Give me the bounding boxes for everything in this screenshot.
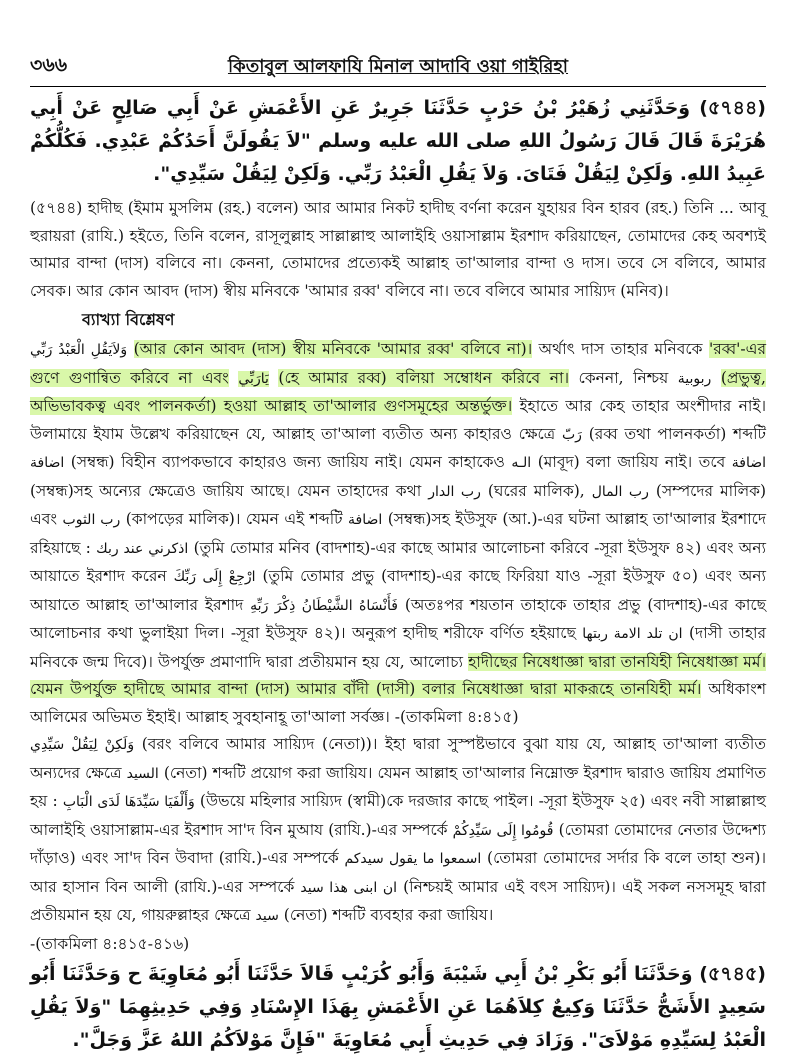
arabic-phrase: ربوبية (677, 370, 712, 387)
section-heading: ব্যাখ্যা বিশ্লেষণ (82, 310, 175, 329)
reference-citation: -(তাকমিলা ৪:৪১৫-৪১৬) (30, 934, 190, 953)
body-text: (তুমি তোমার মনিব (বাদশাহ)-এর কাছে আমার আলোচনা করিবে -সূরা ইউসুফ ৪২) এবং অন্য আয়াতে ইরশাদ করেন (30, 538, 766, 585)
body-text: (ঘরের মালিক), (487, 481, 585, 500)
highlighted-text: হাদীছের নিষেধাজ্ঞা দ্বারা তানযিহী নিষেধাজ্ঞা মর্ম। (468, 652, 766, 671)
hadith-arabic-text: وَحَدَّثَنَا أَبُو بَكْرِ بْنُ أَبِي شَيْبَةَ وَأَبُو كُرَيْبٍ قَالاَ حَدَّثَنَا أَبُو مُعَاوِيَةَ ح وَحَدَّثَنَا أَبُو سَعِيدٍ الأَشَجُّ حَدَّثَنَا وَكِيعٌ كِلاَهُمَا عَنِ الأَعْمَشِ بِهَذَا الإِسْنَادِ وَفِي حَدِيثِهِمَا "وَلاَ يَقُلِ الْعَبْدُ لِسَيِّدِهِ مَوْلاَىَ". وَزَادَ فِي حَدِيثِ أَبِي مُعَاوِيَةَ "فَإِنَّ مَوْلاَكُمُ اللهُ عَزَّ وَجَلَّ". (30, 962, 766, 1051)
arabic-phrase: وَلاَيَقُلِ الْعَبْدُ رَبِّي (30, 342, 128, 358)
body-text: (দাসী তাহার মনিবকে জন্ম দিবে)। উপর্যুক্ত প্রমাণাদি দ্বারা প্রতীয়মান হয় যে, আলোচ্য (30, 624, 766, 671)
arabic-phrase: رب المال (591, 483, 649, 500)
arabic-phrase: اضافة (731, 455, 766, 471)
hadith-arabic-text: وَحَدَّثَنِي زُهَيْرُ بْنُ حَرْبٍ حَدَّثَنَا جَرِيرٌ عَنِ الأَعْمَشِ عَنْ أَبِي صَالِحٍ عَنْ أَبِي هُرَيْرَةَ قَالَ قَالَ رَسُولُ اللهِ صلى الله عليه وسلم "لاَ يَقُولَنَّ أَحَدُكُمْ عَبْدِي. فَكُلُّكُمْ عَبِيدُ اللهِ. وَلَكِنْ لِيَقُلْ فَتَاىَ. وَلاَ يَقُلِ الْعَبْدُ رَبِّي. وَلَكِنْ لِيَقُلْ سَيِّدِي". (30, 97, 766, 185)
body-text: ইহাতে আর কেহ তাহার অংশীদার নাই। উলামায়ে ইযাম উল্লেখ করিয়াছেন যে, আল্লাহ তা'আলা ব্যতীত অন্য কাহারও ক্ষেত্রে (30, 397, 767, 443)
arabic-phrase: اسمعوا ما يقول سيدكم (344, 851, 482, 867)
body-text: (নিশ্চয়ই আমার এই বৎস সায়্যিদ)। এই সকল নসসমূহ দ্বারা প্রতীয়মান হয় যে, গায়রুল্লাহর ক্ষেত্রে (30, 877, 766, 924)
arabic-phrase: رب الثوب (62, 512, 121, 528)
arabic-phrase: سيد (255, 908, 279, 924)
body-text: (সম্পদের মালিক) এবং (30, 481, 767, 528)
hadith-5745-arabic (30, 958, 766, 1057)
highlighted-text: (আর কোন আবদ (দাস) স্বীয় মনিবকে 'আমার রব্ব' বলিবে না)। (133, 340, 533, 358)
arabic-phrase: رب الدار (428, 483, 481, 500)
hadith-number: (৫৭৪৪) (699, 97, 766, 119)
hadith-5744-translation: (৫৭৪৪) হাদীছ (ইমাম মুসলিম (রহ.) বলেন) আর আমার নিকট হাদীছ বর্ণনা করেন যুহায়র বিন হারব (রহ.) তিনি ... আবূ হুরায়রা (রাযি.) হইতে, তিনি বলেন, রাসূলুল্লাহ সাল্লাল্লাহু আলাইহি ওয়াসাল্লাম ইরশাদ করিয়াছেন, তোমাদের কেহ অবশ্যই আমার বান্দা (দাস) বলিবে না। কেননা, তোমাদের প্রত্যেকই আল্লাহ তা'আলার বান্দা ও দাস। তবে সে বলিবে, আমার সেবক। আর কোন আবদ (দাস) স্বীয় মনিবকে 'আমার রব্ব' বলিবে না। তবে বলিবে আমার সায়্যিদ (মনিব)। (30, 199, 766, 300)
body-text: (কাপড়ের মালিক)। যেমন এই শব্দটি (125, 510, 343, 528)
explanation-paragraph-1 (30, 336, 766, 731)
body-text: (তোমরা তোমাদের নেতার উদ্দেশ্য দাঁড়াও) এবং সা'দ বিন উবাদা (রাযি.)-এর সম্পর্কে (30, 820, 766, 867)
body-text: (তোমরা তোমাদের সর্দার কি বলে তাহা শুন)। আর হাসান বিন আলী (রাযি.)-এর সম্পর্কে (30, 849, 766, 896)
arabic-phrase: اذكرني عند ربك (96, 540, 189, 557)
running-title: কিতাবুল আলফাযি মিনাল আদাবি ওয়া গাইরিহা (227, 56, 569, 77)
body-text: অর্থাৎ দাস তাহার মনিবকে (538, 340, 703, 358)
explanation-paragraph-2 (30, 731, 766, 931)
body-text: (নেতা) শব্দটি ব্যবহার করা জায়িয। (283, 906, 494, 924)
body-text: (সম্বন্ধ)সহ অন্যের ক্ষেত্রেও জায়িয আছে। যেমন তাহাদের কথা (30, 481, 422, 500)
arabic-phrase: السيد (126, 765, 159, 782)
body-text: (সম্বন্ধ)সহ ইউসুফ (আ.)-এর ঘটনা আল্লাহ তা'আলার ইরশাদে রহিয়াছে : (30, 510, 767, 557)
hadith-5744-arabic (30, 92, 766, 191)
body-text: (সম্বন্ধ) বিহীন ব্যাপকভাবে কাহারও জন্য জায়িয নাই। যেমন কাহাকেও (70, 453, 505, 471)
arabic-phrase: ارْجِعْ إِلَى رَبِّكَ (173, 569, 256, 585)
body-text: (অতঃপর শয়তান তাহাকে তাহার প্রভু (বাদশাহ)-এর কাছে আলোচনার কথা ভুলাইয়া দিল। -সূরা ইউসুফ ৪২)। অনুরূপ হাদীছ শরীফে বর্ণিত হইয়াছে (30, 595, 766, 642)
highlighted-text: 'রব্ব'-এর গুণে গুণান্বিত করিবে না এবং (30, 340, 766, 387)
highlighted-text: (হে আমার রব্ব) বলিয়া সম্বোধন করিবে না। (278, 368, 569, 387)
page-content (30, 92, 766, 1061)
body-text: (মাবূদ) বলা জায়িয নাই। তবে (537, 453, 726, 471)
arabic-phrase: الـه (511, 455, 532, 471)
page-header (30, 56, 766, 87)
arabic-phrase: ان ابنى هذا سيد (300, 879, 398, 896)
arabic-phrase: رَبّ (561, 426, 582, 443)
body-text: (তুমি তোমার প্রভু (বাদশাহ)-এর কাছে ফিরিয়া যাও -সূরা ইউসুফ ৫০) এবং অন্য আয়াতে আল্লাহ তা'আলার ইরশাদ (30, 567, 767, 614)
body-text: (বরং বলিবে আমার সায়্যিদ (নেতা))। ইহা দ্বারা সুস্পষ্টভাবে বুঝা যায় যে, আল্লাহ তা'আলা ব্যতীত অন্যদের ক্ষেত্রে (30, 735, 766, 782)
arabic-phrase: اضافة (30, 455, 65, 471)
arabic-phrase: يَارَبِّي (238, 370, 269, 387)
body-text: (নেতা) শব্দটি প্রয়োগ করা জায়িয। যেমন আল্লাহ তা'আলার নিম্নোক্ত ইরশাদ দ্বারাও জায়িয প্রমাণিত হয় : (30, 763, 766, 810)
arabic-phrase: وَأَلْفَيَا سَيِّدَهَا لَدَى الْبَابِ (62, 794, 195, 810)
arabic-phrase: قُومُوا إِلَى سَيِّدِكُمْ (452, 822, 554, 839)
arabic-phrase: وَلَكِنْ لِيَقُلْ سَيِّدِي (30, 737, 135, 753)
arabic-phrase: فَأَنْسَاهُ الشَّيْطَانُ ذِكْرَ رَبِّهِ (250, 597, 398, 614)
hadith-number: (৫৭৪৫) (699, 962, 766, 985)
body-text: অধিকাংশ আলিমের অভিমত ইহাই। আল্লাহ সুবহানাহূ তা'আলা সর্বজ্ঞ। -(তাকমিলা ৪:৪১৫) (30, 680, 766, 726)
arabic-phrase: اضافة (348, 512, 383, 528)
highlighted-text: যেমন উপর্যুক্ত হাদীছে আমার বান্দা (দাস) আমার বাঁদী (দাসী) বলার নিষেধাজ্ঞা দ্বারা মাকরূহে তানযিহী মর্ম। (30, 680, 702, 698)
body-text: কেননা, নিশ্চয় (578, 368, 669, 387)
arabic-phrase: ان تلد الامة ربتها (582, 626, 683, 642)
page-number: ৩৬৬ (30, 54, 68, 76)
body-text: (উভয়ে মহিলার সায়্যিদ (স্বামী)কে দরজার কাছে পাইল। -সূরা ইউসুফ ২৫) এবং নবী সাল্লাল্লাহু আলাইহি ওয়াসাল্লাম-এর ইরশাদ সা'দ বিন মুআয (রাযি.)-এর সম্পর্কে (30, 792, 766, 839)
body-text: (রব্ব তথা পালনকর্তা) শব্দটি (588, 424, 766, 443)
highlighted-text: (প্রভুত্ব, অভিভাবকত্ব এবং পালনকর্তা) হওয়া আল্লাহ তা'আলার গুণসমূহের অন্তর্ভুক্ত। (30, 368, 766, 415)
